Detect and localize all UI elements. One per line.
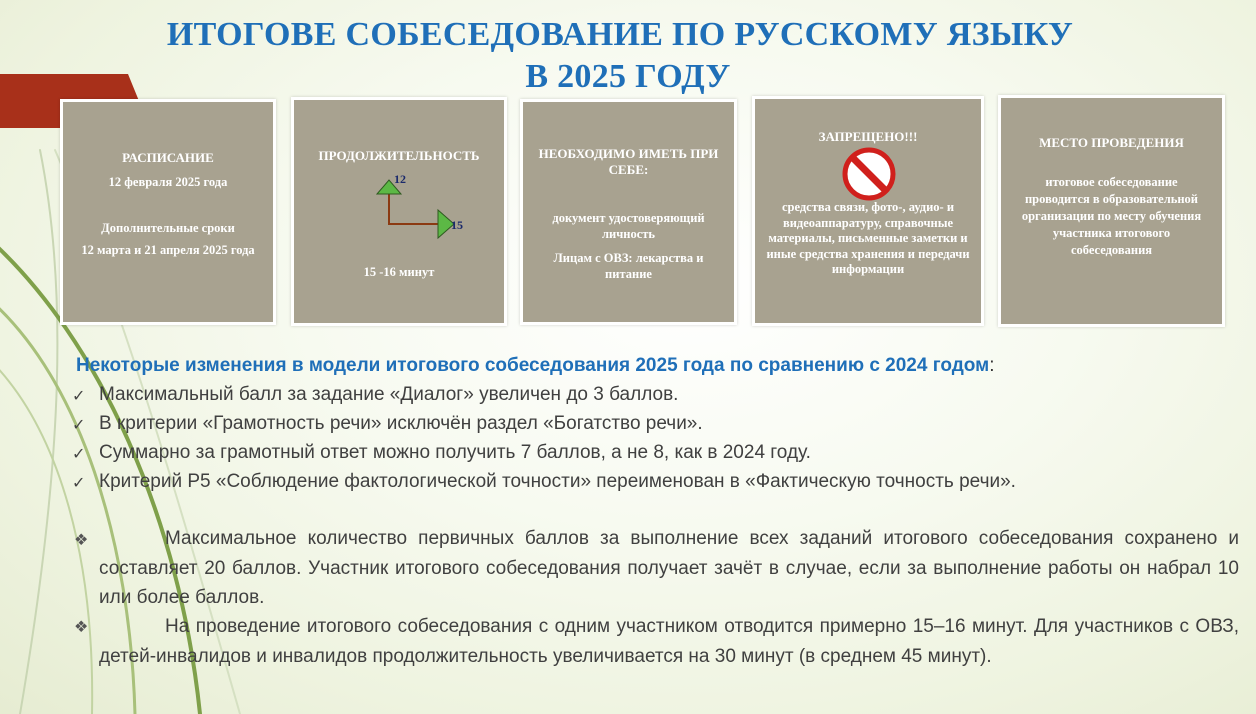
forbidden-text: средства связи, фото-, аудио- и видеоаппаратуру, справочные материалы, письменные заметки и иные средства хранения и передачи информации — [766, 200, 970, 276]
bring-card — [520, 99, 737, 325]
check-icon: ✓ — [72, 388, 86, 405]
forbidden-heading: ЗАПРЕЩЕНО!!! — [818, 129, 918, 144]
place-heading: МЕСТО ПРОВЕДЕНИЯ — [1039, 135, 1184, 150]
bring-item-ovz: Лицам с ОВЗ: лекарства и питание — [553, 251, 704, 281]
prohibited-icon — [842, 147, 896, 201]
note-text: Максимальное количество первичных баллов за выполнение всех заданий итогового собеседования сохранено и составляет 20 баллов. Участник итогового собеседования получает зачёт в случае, если за выполнение работы он набрал 10 или более баллов. — [99, 528, 1239, 608]
check-item: Максимальный балл за задание «Диалог» увеличен до 3 баллов. — [99, 384, 679, 405]
changes-heading — [76, 355, 995, 377]
schedule-extra-dates: 12 марта и 21 апреля 2025 года — [81, 243, 255, 257]
note-paragraph — [99, 612, 1239, 671]
check-item: Критерий Р5 «Соблюдение фактологической точности» переименован в «Фактическую точность речи». — [99, 471, 1016, 492]
duration-heading: ПРОДОЛЖИТЕЛЬНОСТЬ — [318, 148, 480, 163]
place-text: итоговое собеседование проводится в образовательной организации по месту обучения участника итогового собеседования — [1021, 175, 1202, 257]
check-icon: ✓ — [72, 475, 86, 492]
title-line-1: ИТОГОВЕ СОБЕСЕДОВАНИЕ ПО РУССКОМУ ЯЗЫКУ — [166, 16, 1074, 53]
note-paragraph — [99, 524, 1239, 613]
changes-heading-text: Некоторые изменения в модели итогового собеседования 2025 года по сравнению с 2024 годом — [76, 355, 990, 376]
check-item: В критерии «Грамотность речи» исключён раздел «Богатство речи». — [99, 413, 703, 434]
green-line-decoration — [20, 150, 57, 714]
schedule-extra-heading: Дополнительные сроки — [101, 221, 235, 235]
title-line-2: В 2025 ГОДУ — [525, 58, 731, 95]
duration-value: 15 -16 минут — [363, 265, 435, 279]
bring-item-document: документ удостоверяющий личность — [552, 211, 705, 241]
note-text: На проведение итогового собеседования с одним участником отводится примерно 15–16 минут. Для участников с ОВЗ, детей-инвалидов и инвалидов продолжительность увеличивается на 30 минут (в среднем 45 минут). — [99, 616, 1239, 667]
duration-card — [291, 97, 507, 326]
forbidden-card — [752, 96, 984, 326]
duration-arrow-icon — [372, 174, 462, 244]
schedule-heading: РАСПИСАНИЕ — [122, 150, 214, 165]
duration-start-label: 12 — [394, 172, 406, 186]
page-title — [0, 14, 1256, 98]
check-icon: ✓ — [72, 446, 86, 463]
diamond-bullet-icon: ❖ — [74, 532, 89, 549]
duration-end-label: 15 — [451, 218, 463, 232]
schedule-card — [60, 99, 276, 325]
place-card — [998, 95, 1225, 327]
check-item: Суммарно за грамотный ответ можно получить 7 баллов, а не 8, как в 2024 году. — [99, 442, 811, 463]
schedule-date: 12 февраля 2025 года — [108, 175, 228, 189]
changes-heading-colon: : — [989, 355, 995, 376]
diamond-bullet-icon: ❖ — [74, 619, 89, 636]
check-icon: ✓ — [72, 417, 86, 434]
bring-heading: НЕОБХОДИМО ИМЕТЬ ПРИ СЕБЕ: — [538, 146, 719, 177]
